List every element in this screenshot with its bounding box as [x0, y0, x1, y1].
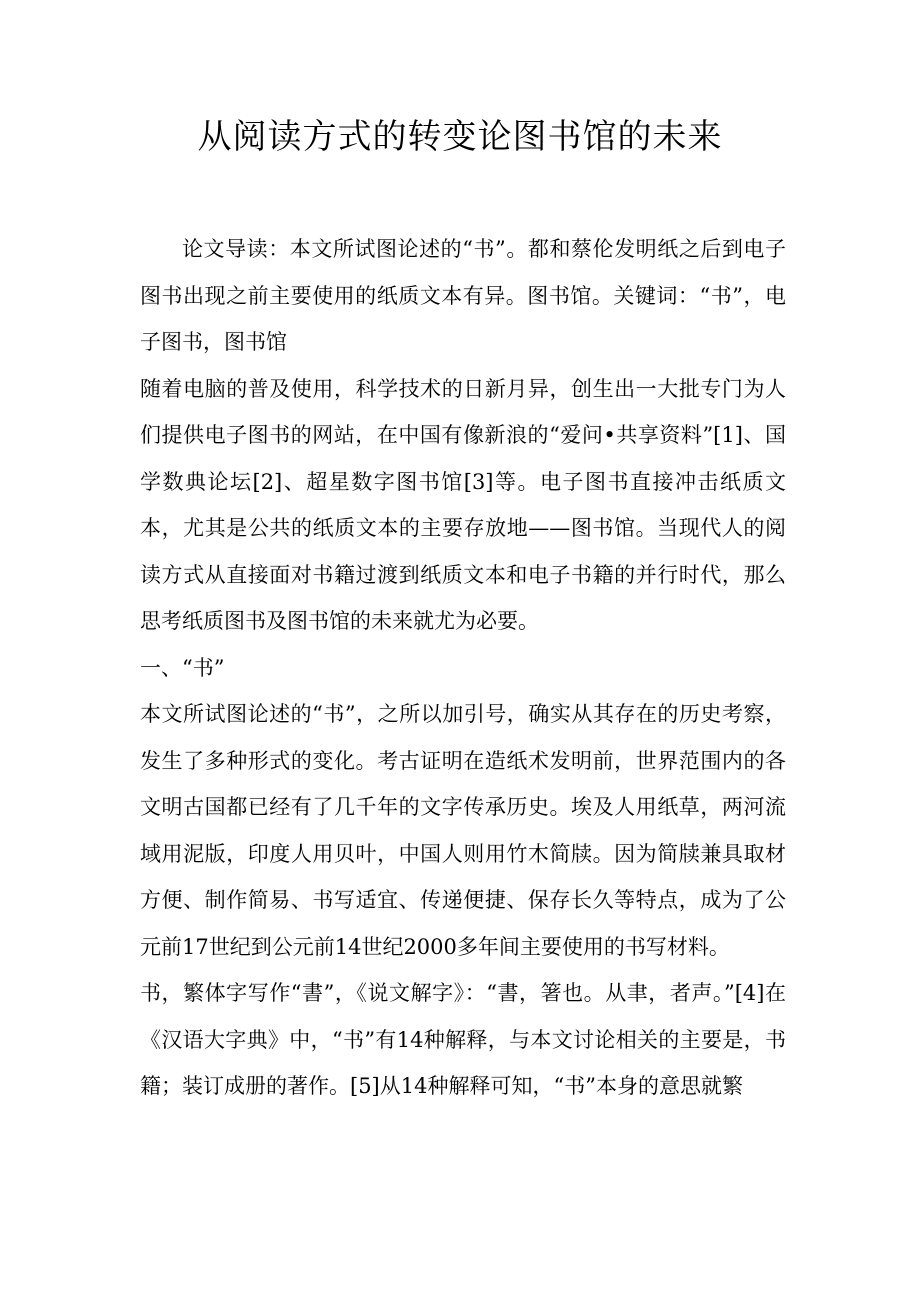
section-paragraph: 书，繁体字写作“書”，《说文解字》：“書，箸也。从聿，者声。”[4]在《汉语大字典》中，“书”有14种解释，与本文讨论相关的主要是，书籍；装订成册的著作。[5]从14种解释可知，“书”本身的意思就繁 — [140, 981, 786, 1098]
intro-paragraph: 随着电脑的普及使用，科学技术的日新月异，创生出一大批专门为人们提供电子图书的网站，在中国有像新浪的“爱问•共享资料”[1]、国学数典论坛[2]、超星数字图书馆[3]等。电子图书直接冲击纸质文本，尤其是公共的纸质文本的主要存放地——图书馆。当现代人的阅读方式从直接面对书籍过渡到纸质文本和电子书籍的并行时代，那么思考纸质图书及图书馆的未来就尤为必要。 — [140, 376, 786, 633]
document-body — [140, 226, 786, 1110]
document-title: 从阅读方式的转变论图书馆的未来 — [197, 117, 723, 157]
abstract-paragraph: 论文导读：本文所试图论述的“书”。都和蔡伦发明纸之后到电子图书出现之前主要使用的纸质文本有异。图书馆。关键词：“书”，电子图书，图书馆 — [140, 237, 786, 354]
section-paragraph: 本文所试图论述的“书”，之所以加引号，确实从其存在的历史考察，发生了多种形式的变化。考古证明在造纸术发明前，世界范围内的各文明古国都已经有了几千年的文字传承历史。埃及人用纸草，两河流域用泥版，印度人用贝叶，中国人则用竹木简牍。因为简牍兼具取材方便、制作简易、书写适宜、传递便捷、保存长久等特点，成为了公元前17世纪到公元前14世纪2000多年间主要使用的书写材料。 — [140, 702, 786, 959]
section-heading: 一、“书” — [140, 655, 225, 680]
